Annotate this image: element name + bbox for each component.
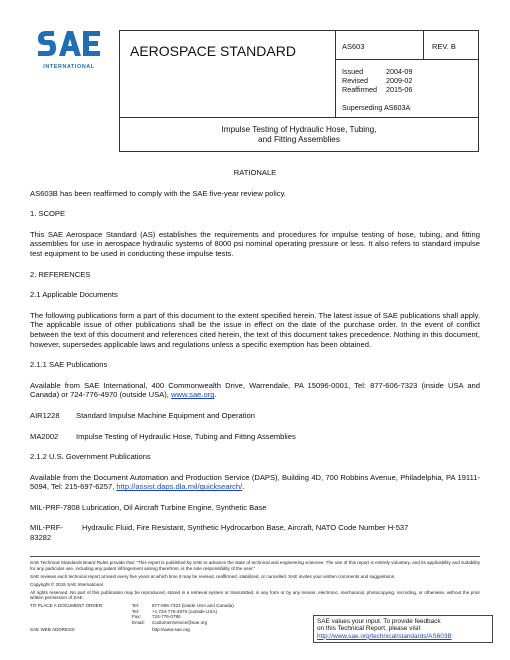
- reference-code: MA2002: [30, 431, 59, 441]
- rationale-text: AS603B has been reaffirmed to comply with the SAE five-year review policy.: [30, 188, 286, 198]
- scope-text: This SAE Aerospace Standard (AS) establishes the requirements and procedures for impulse testing of hose, tubing, and fitting assemblies for use in aerospace hydraulic systems of 8000 psi nominal operating pressure or less. It also refers to standard impulse test equipment to be used in conducting these impulse tests.: [30, 229, 480, 258]
- contact-value: 877-606-7323 (inside USA and Canada): [152, 603, 234, 608]
- document-header: [119, 30, 479, 152]
- reference-item: [30, 432, 480, 442]
- contact-value[interactable]: CustomerService@sae.org: [152, 619, 208, 625]
- standard-type: AEROSPACE STANDARD: [130, 43, 296, 59]
- rights-text: All rights reserved. No part of this publication may be reproduced, stored in a retrieval system or transmitted, in any form or by any means, electronic, mechanical, photocopying, recording, or otherwise, without the prior written permission of SAE.: [30, 589, 480, 600]
- revision-label: REV. B: [432, 42, 456, 51]
- sae-website-link[interactable]: www.sae.org: [171, 390, 215, 400]
- contact-label: Tel:: [132, 603, 140, 608]
- contact-label: Email:: [132, 619, 145, 625]
- subsection-heading-applicable: 2.1 Applicable Documents: [30, 290, 118, 300]
- rationale-heading: RATIONALE: [233, 168, 277, 177]
- reference-code: MIL-PRF-7808: [30, 502, 80, 512]
- section-heading-references: 2. REFERENCES: [30, 269, 91, 279]
- document-number: AS603: [342, 42, 365, 51]
- review-text: SAE reviews each technical report at least every five years at which time it may be revised, reaffirmed, stabilized, or cancelled. SAE invites your written comments and suggestions.: [30, 573, 396, 579]
- feedback-link[interactable]: http://www.sae.org/technical/standards/AS603B: [317, 632, 452, 640]
- reference-title: Lubrication, Oil Aircraft Turbine Engine, Synthetic Base: [82, 502, 267, 512]
- contact-value: +1 724-776-4970 (outside USA): [152, 608, 217, 614]
- web-value[interactable]: http://www.sae.org: [152, 627, 190, 632]
- logo-caption: INTERNATIONAL: [43, 64, 95, 70]
- document-title: [120, 125, 478, 145]
- date-block: [342, 67, 412, 94]
- title-line: Impulse Testing of Hydraulic Hose, Tubing,: [221, 125, 377, 134]
- reference-code: MIL-PRF-83282: [30, 523, 63, 543]
- contact-label: Tel:: [132, 608, 140, 614]
- feedback-text: SAE values your input. To provide feedback: [317, 618, 441, 625]
- subsection-heading-sae: 2.1.1 SAE Publications: [30, 360, 108, 370]
- reference-title: Hydraulic Fluid, Fire Resistant, Synthetic Hydrocarbon Base, Aircraft, NATO Code Number H-537: [82, 523, 409, 533]
- date-label: Issued: [342, 67, 364, 76]
- rules-text: SAE Technical Standards Board Rules provide that: “This report is published by SAE to advance the state of technical and engineering sciences. The use of this report is entirely voluntary, and its applicability and suitability for any particular use, including any patent infringement arising therefrom, is the sole responsibility of the user.”: [30, 560, 480, 571]
- order-label: TO PLACE A DOCUMENT ORDER:: [30, 603, 104, 608]
- web-label: SAE WEB ADDRESS:: [30, 627, 76, 632]
- date-label: Reaffirmed: [342, 85, 378, 94]
- reference-item: [30, 411, 480, 421]
- date-value: 2015-06: [386, 85, 413, 94]
- sae-address: Available from SAE International, 400 Commonwealth Drive, Warrendale, PA 15096-0001, Tel: 877-606-7323 (inside USA and Canada) or 724-776-4970 (outside USA),: [30, 380, 480, 400]
- title-line: and Fitting Assemblies: [258, 135, 340, 144]
- daps-address: Available from the Document Automation and Production Service (DAPS), Building 4D, 700 Robbins Avenue, Philadelphia, PA 19111-5094, Tel: 215-697-6257,: [30, 472, 480, 492]
- section-heading-scope: 1. SCOPE: [30, 209, 66, 219]
- document-footer: [30, 556, 480, 640]
- date-label: Revised: [342, 76, 368, 85]
- contact-label: Fax:: [132, 614, 141, 619]
- document-body: [30, 168, 480, 543]
- assist-link[interactable]: http://assist.daps.dla.mil/quicksearch/: [116, 482, 243, 492]
- feedback-text: on this Technical Report, please visit: [317, 625, 421, 633]
- sae-publications-text: Available from SAE International, 400 Commonwealth Drive, Warrendale, PA 15096-0001, Tel: 877-606-7323 (inside USA and Canada) or 724-776-4970 (outside USA), www.sae.org.: [30, 380, 480, 400]
- subsection-heading-gov: 2.1.2 U.S. Government Publications: [30, 452, 151, 462]
- reference-item: [30, 503, 480, 513]
- reference-item: [30, 523, 480, 542]
- date-value: 2009-02: [386, 76, 413, 85]
- applicable-text: The following publications form a part of this document to the extent specified herein. The latest issue of SAE publications shall apply. The applicable issue of other publications shall be the issue in effect on the date of the purchase order. In the event of conflict between the text of this document and references cited herein, the text of this document takes precedence. Nothing in this document, however, supersedes applicable laws and regulations unless a specific exemption has been obtained.: [30, 310, 480, 349]
- date-value: 2004-09: [386, 67, 413, 76]
- reference-code: AIR1228: [30, 410, 60, 420]
- reference-title: Standard Impulse Machine Equipment and Operation: [76, 410, 255, 420]
- gov-publications-text: Available from the Document Automation and Production Service (DAPS), Building 4D, 700 Robbins Avenue, Philadelphia, PA 19111-5094, Tel: 215-697-6257, http://assist.daps.dla.mil/quicksearch/.: [30, 472, 480, 492]
- copyright: Copyright © 2015 SAE International: [30, 581, 103, 587]
- footer-divider: [30, 556, 480, 557]
- feedback-box: [313, 615, 493, 643]
- superseding-note: Superseding AS603A: [342, 103, 411, 112]
- contact-value: 724-776-0790: [152, 614, 181, 619]
- reference-title: Impulse Testing of Hydraulic Hose, Tubing and Fitting Assemblies: [76, 431, 296, 441]
